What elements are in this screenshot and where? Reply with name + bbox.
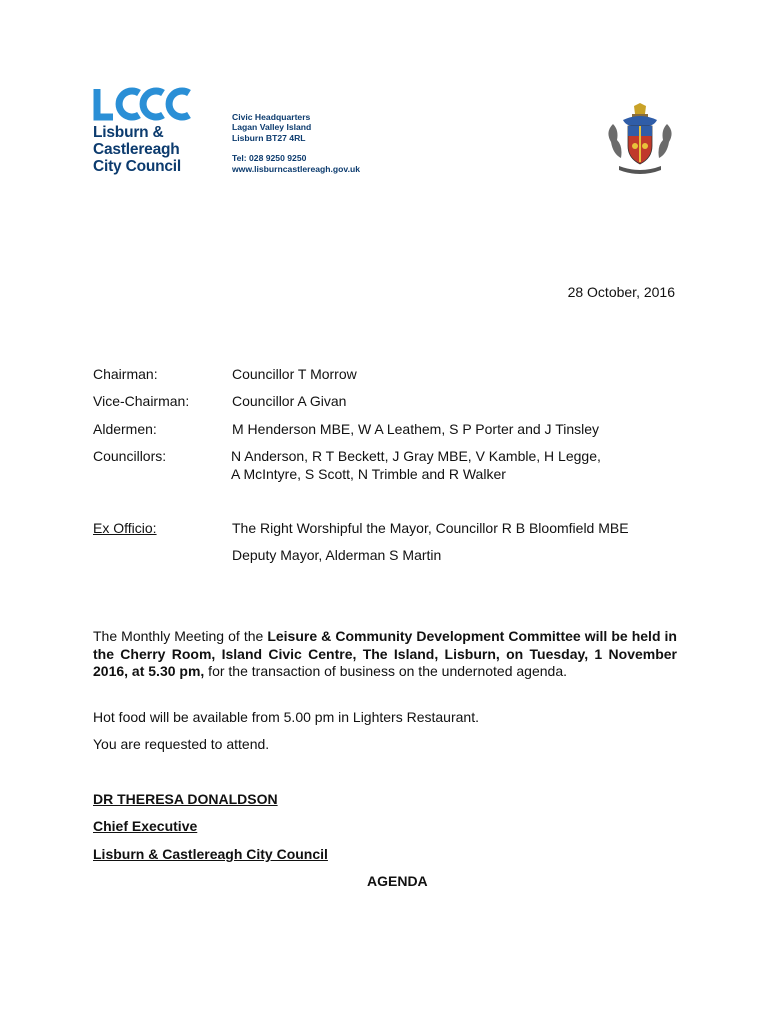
- address-line-1: Civic Headquarters: [232, 112, 311, 122]
- councillors-line-2: A McIntyre, S Scott, N Trimble and R Walker: [231, 466, 506, 482]
- food-note: Hot food will be available from 5.00 pm in Lighters Restaurant.: [93, 709, 479, 725]
- chairman-label: Chairman:: [93, 366, 158, 382]
- notice-rest: for the transaction of business on the undernoted agenda.: [204, 663, 567, 679]
- notice-intro: The Monthly Meeting of the: [93, 628, 268, 644]
- ex-officio-label: Ex Officio:: [93, 520, 157, 536]
- letter-date: 28 October, 2016: [567, 284, 675, 300]
- councillors-value: [231, 447, 691, 483]
- agenda-heading: AGENDA: [367, 873, 428, 889]
- aldermen-label: Aldermen:: [93, 421, 157, 437]
- lccc-logo-icon: [93, 87, 195, 121]
- chairman-value: Councillor T Morrow: [232, 366, 357, 382]
- vice-chairman-label: Vice-Chairman:: [93, 393, 190, 409]
- councillors-label: Councillors:: [93, 448, 167, 464]
- logo-line-1: Lisburn &: [93, 124, 164, 141]
- vice-chairman-value: Councillor A Givan: [232, 393, 347, 409]
- address-line-2: Lagan Valley Island: [232, 122, 312, 133]
- ex-officio-line-2: Deputy Mayor, Alderman S Martin: [232, 547, 442, 563]
- coat-of-arms-icon: [601, 102, 679, 178]
- address-line-3: Lisburn BT27 4RL: [232, 132, 306, 143]
- ex-officio-line-1: The Right Worshipful the Mayor, Councillor R B Bloomfield MBE: [232, 520, 629, 536]
- meeting-notice: [93, 628, 677, 681]
- signatory-organisation: Lisburn & Castlereagh City Council: [93, 846, 328, 862]
- aldermen-value: M Henderson MBE, W A Leathem, S P Porter and J Tinsley: [232, 421, 600, 437]
- council-name-logo: [93, 124, 181, 175]
- attendance-request: You are requested to attend.: [93, 736, 270, 752]
- website: www.lisburncastlereagh.gov.uk: [232, 163, 360, 174]
- signatory-title: Chief Executive: [93, 818, 198, 834]
- signatory-name: DR THERESA DONALDSON: [93, 791, 278, 807]
- logo-line-2: Castlereagh: [93, 141, 180, 158]
- telephone: Tel: 028 9250 9250: [232, 153, 307, 164]
- notice-meeting-details: Leisure & Community Development Committee will be held in the Cherry Room, Island Civic Centre, The Island, Lisburn, on Tuesday, 1 November 2016, at 5.30 pm,: [93, 628, 677, 679]
- councillors-line-1: N Anderson, R T Beckett, J Gray MBE, V Kamble, H Legge,: [231, 448, 601, 464]
- ex-officio-value: [232, 519, 692, 564]
- council-address: [232, 112, 360, 174]
- logo-line-3: City Council: [93, 158, 182, 175]
